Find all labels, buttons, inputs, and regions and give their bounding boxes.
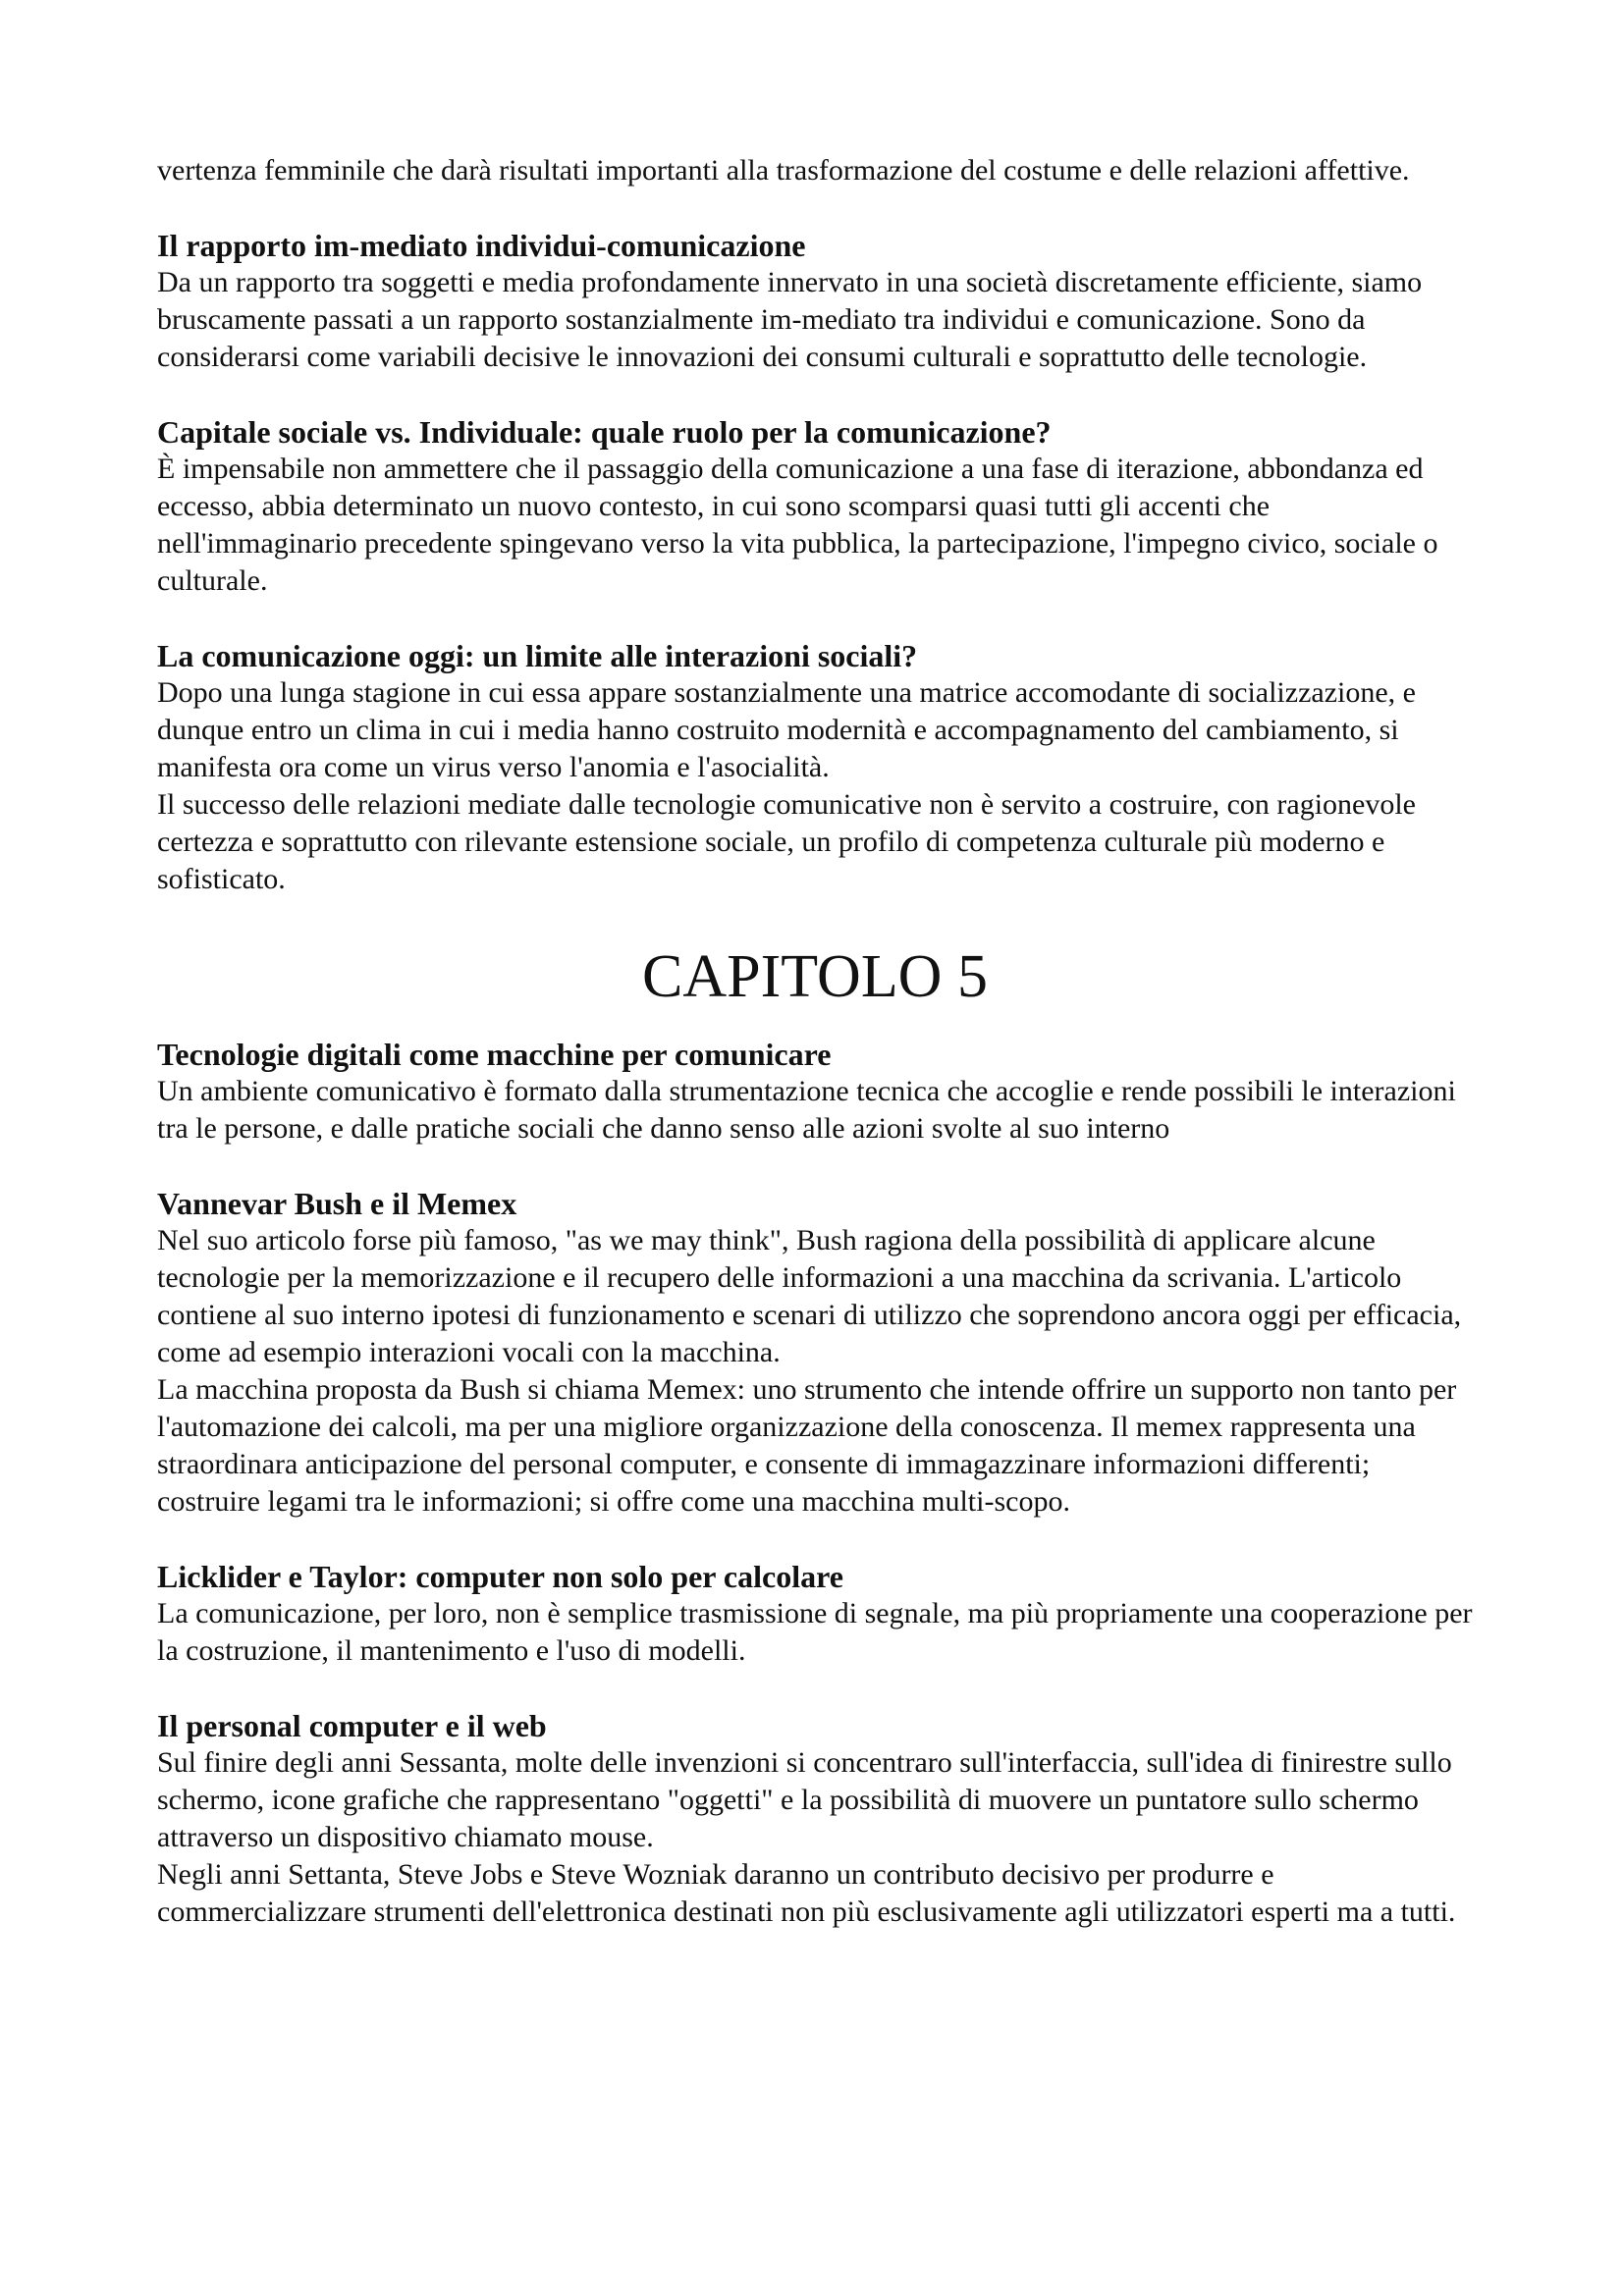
section-paragraph: Dopo una lunga stagione in cui essa appare sostanzialmente una matrice accomodante di socializzazione, e dunque entro un clima in cui i media hanno costruito modernità e accompagnamento del cambiamento, si manifesta ora come un virus verso l'anomia e l'asocialità. bbox=[157, 676, 1416, 783]
section-vannevar-bush bbox=[157, 1185, 1473, 1521]
section-heading: Il rapporto im-mediato individui-comunicazione bbox=[157, 228, 806, 263]
section-personal-computer-web bbox=[157, 1707, 1473, 1931]
section-rapporto-immediato bbox=[157, 227, 1473, 376]
section-tecnologie-digitali bbox=[157, 1036, 1473, 1148]
section-paragraph: Il successo delle relazioni mediate dalle tecnologie comunicative non è servito a costruire, con ragionevole certezza e soprattutto con rilevante estensione sociale, un profilo di competenza culturale più moderno e sofisticato. bbox=[157, 788, 1417, 895]
section-heading: Vannevar Bush e il Memex bbox=[157, 1186, 517, 1221]
section-heading: La comunicazione oggi: un limite alle interazioni sociali? bbox=[157, 638, 918, 673]
section-heading: Tecnologie digitali come macchine per comunicare bbox=[157, 1037, 832, 1072]
document-page bbox=[157, 152, 1473, 1931]
section-paragraph: Negli anni Settanta, Steve Jobs e Steve Wozniak daranno un contributo decisivo per produrre e commercializzare strumenti dell'elettronica destinati non più esclusivamente agli utilizzatori esperti ma a tutti. bbox=[157, 1858, 1456, 1928]
section-paragraph: Sul finire degli anni Sessanta, molte delle invenzioni si concentraro sull'interfaccia, sull'idea di finirestre sullo schermo, icone grafiche che rappresentano "oggetti" e la possibilità di muovere un puntatore sullo schermo attraverso un dispositivo chiamato mouse. bbox=[157, 1746, 1452, 1853]
section-paragraph: Nel suo articolo forse più famoso, "as we may think", Bush ragiona della possibilità di applicare alcune tecnologie per la memorizzazione e il recupero delle informazioni a una macchina da scrivania. L'articolo contiene al suo interno ipotesi di funzionamento e scenari di utilizzo che soprendono ancora oggi per efficacia, come ad esempio interazioni vocali con la macchina. bbox=[157, 1224, 1462, 1368]
section-paragraph: È impensabile non ammettere che il passaggio della comunicazione a una fase di iterazione, abbondanza ed eccesso, abbia determinato un nuovo contesto, in cui sono scomparsi quasi tutti gli accenti che nell'immaginario precedente spingevano verso la vita pubblica, la partecipazione, l'impegno civico, sociale o culturale. bbox=[157, 453, 1438, 597]
section-licklider-taylor bbox=[157, 1558, 1473, 1670]
chapter-title: CAPITOLO 5 bbox=[642, 943, 988, 1010]
section-paragraph: Un ambiente comunicativo è formato dalla strumentazione tecnica che accoglie e rende possibili le interazioni tra le persone, e dalle pratiche sociali che danno senso alle azioni svolte al suo interno bbox=[157, 1075, 1456, 1145]
section-paragraph: La macchina proposta da Bush si chiama Memex: uno strumento che intende offrire un supporto non tanto per l'automazione dei calcoli, ma per una migliore organizzazione della conoscenza. Il memex rappresenta una straordinara anticipazione del personal computer, e consente di immagazzinare informazioni differenti; costruire legami tra le informazioni; si offre come una macchina multi-scopo. bbox=[157, 1373, 1457, 1518]
section-paragraph: La comunicazione, per loro, non è semplice trasmissione di segnale, ma più propriamente una cooperazione per la costruzione, il mantenimento e l'uso di modelli. bbox=[157, 1597, 1473, 1667]
section-paragraph: Da un rapporto tra soggetti e media profondamente innervato in una società discretamente efficiente, siamo bruscamente passati a un rapporto sostanzialmente im-mediato tra individui e comunicazione. Sono da considerarsi come variabili decisive le innovazioni dei consumi culturali e soprattutto delle tecnologie. bbox=[157, 266, 1423, 373]
section-heading: Il personal computer e il web bbox=[157, 1708, 547, 1743]
intro-paragraph: vertenza femminile che darà risultati importanti alla trasformazione del costume e delle relazioni affettive. bbox=[157, 154, 1410, 187]
section-capitale-sociale bbox=[157, 413, 1473, 600]
section-heading: Licklider e Taylor: computer non solo per calcolare bbox=[157, 1559, 843, 1594]
section-comunicazione-oggi bbox=[157, 637, 1473, 898]
section-heading: Capitale sociale vs. Individuale: quale ruolo per la comunicazione? bbox=[157, 414, 1052, 450]
